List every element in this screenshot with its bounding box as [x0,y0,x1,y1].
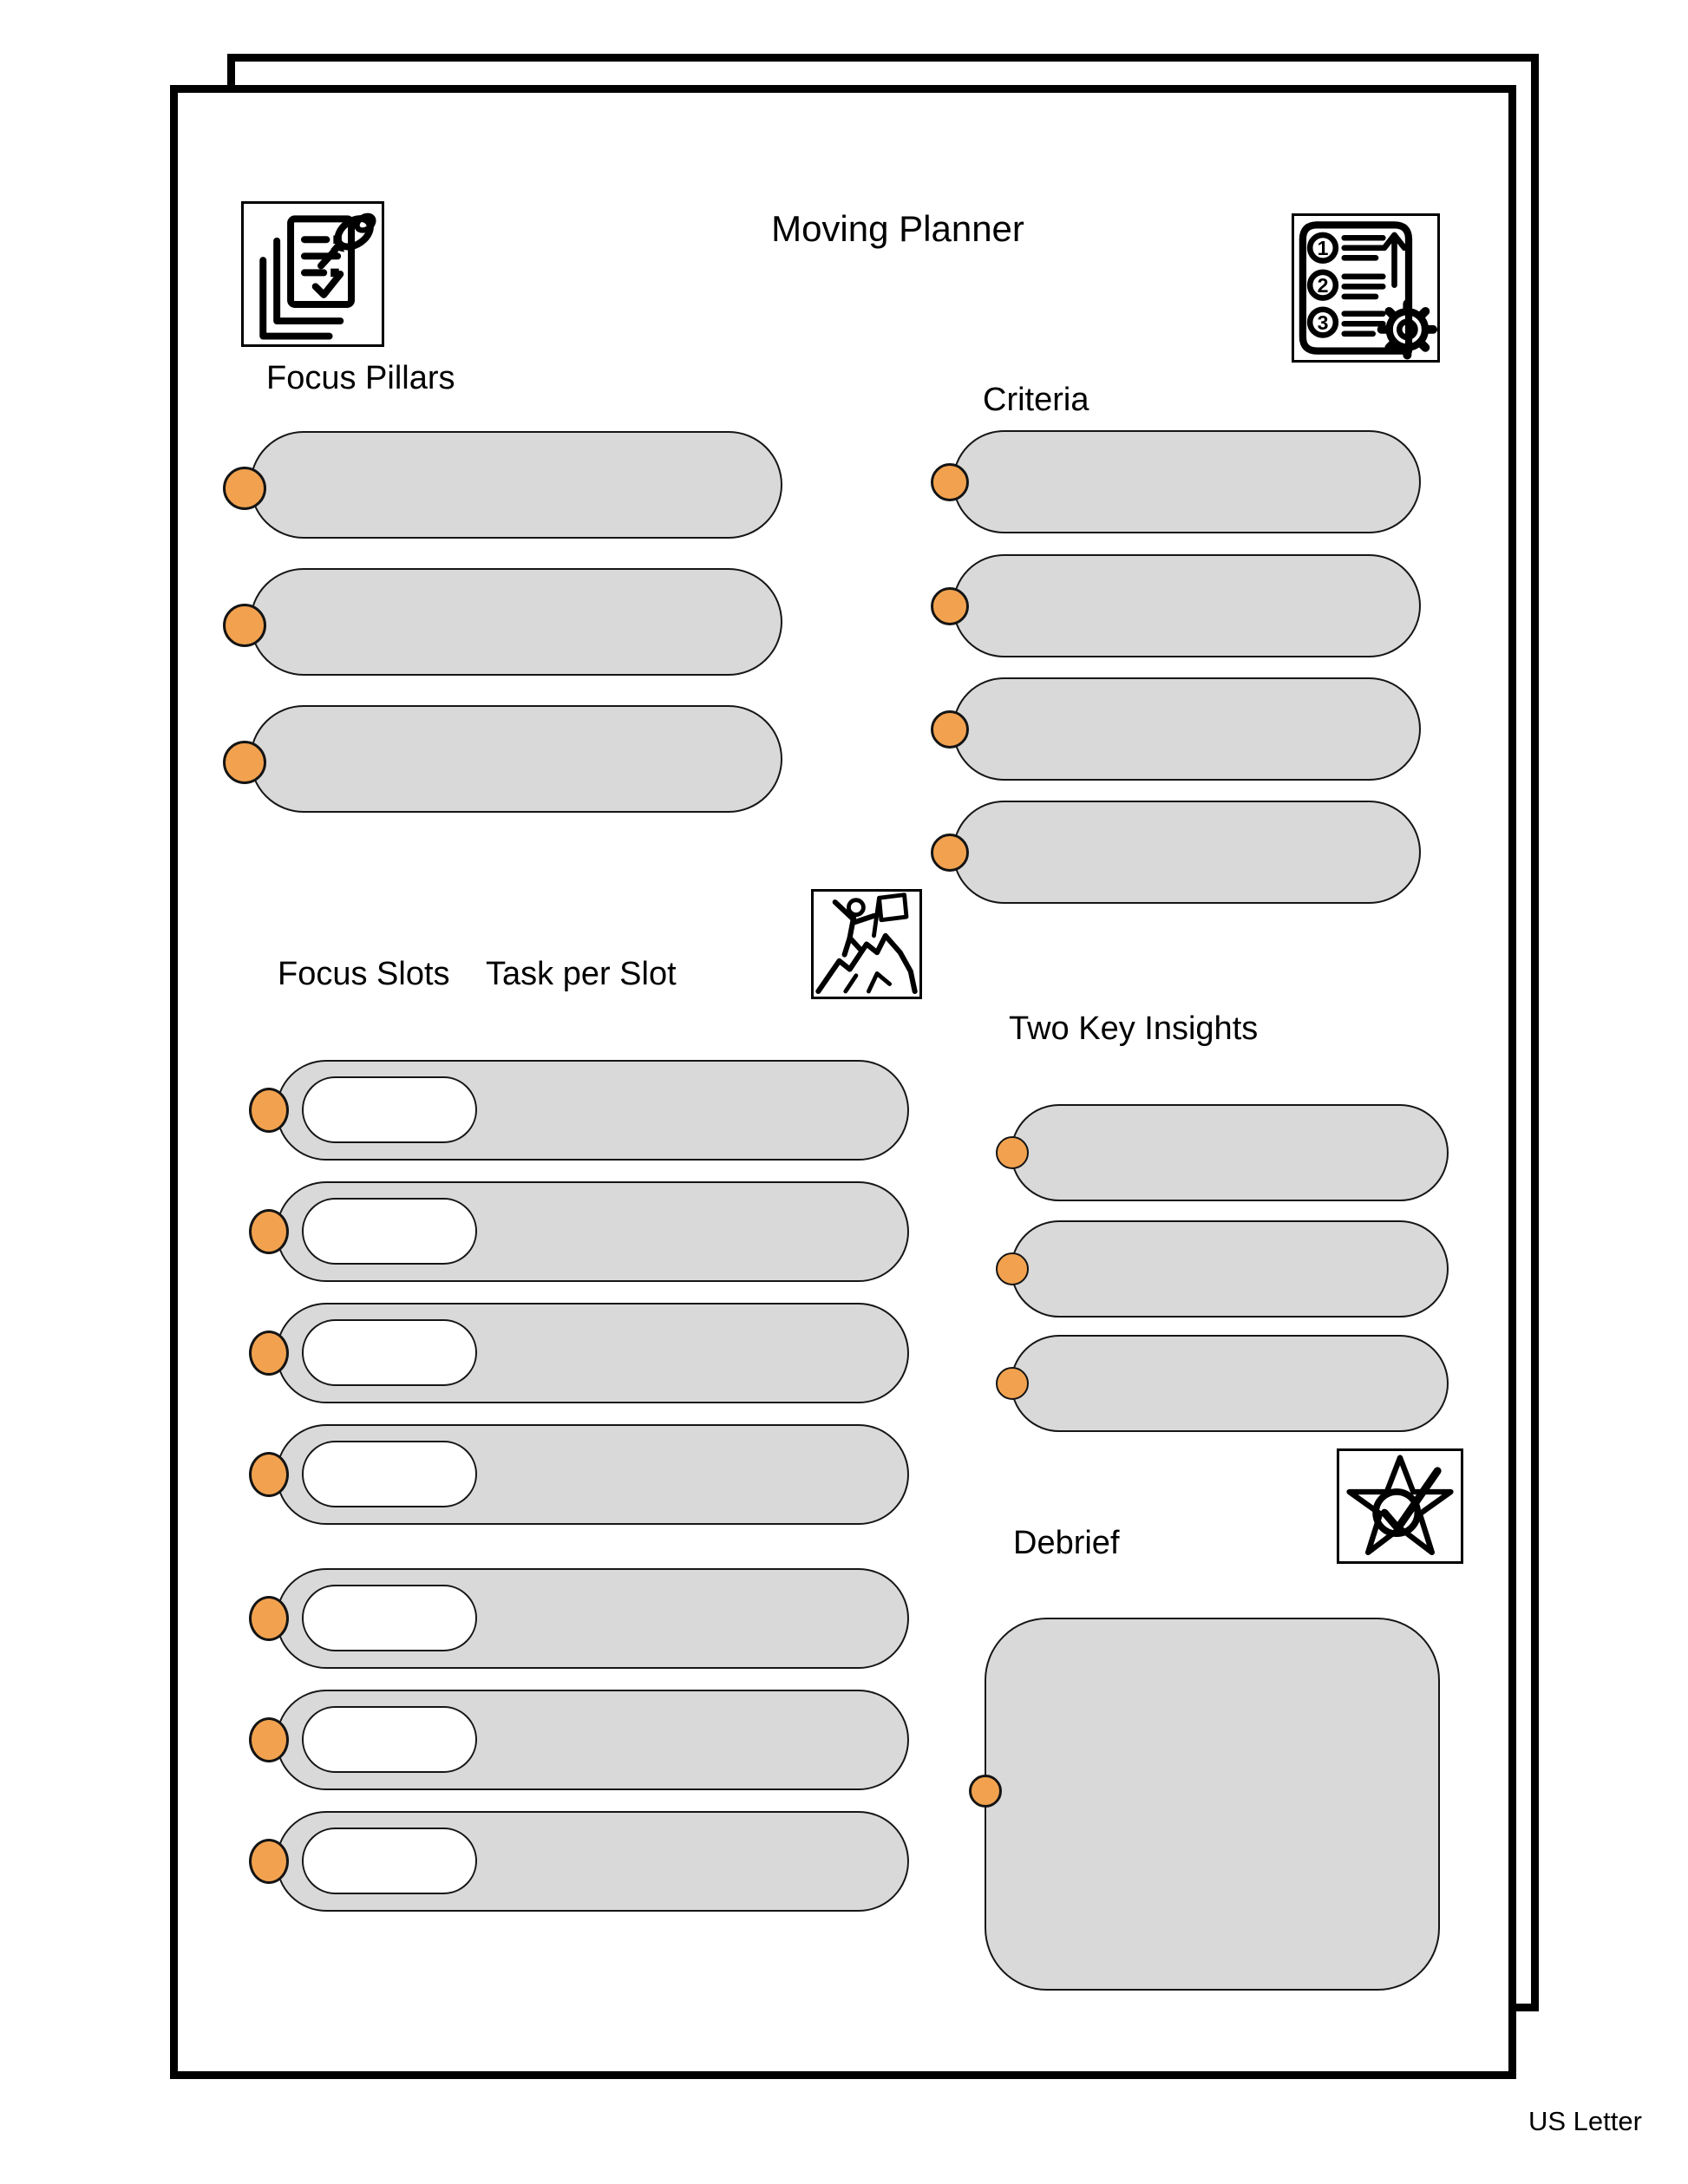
bullet-dot [249,1452,289,1497]
key-insight-field[interactable] [1011,1335,1449,1432]
debrief-field[interactable] [985,1618,1440,1991]
bullet-dot [931,587,969,625]
focus-slot-time-field[interactable] [302,1319,477,1386]
section-label-focus-slots: Focus Slots [278,956,450,992]
numbered-steps-gear-icon [1292,213,1440,363]
bullet-dot [223,741,266,784]
bullet-dot [249,1209,289,1254]
mountain-summit-flag-icon [811,889,922,999]
page-size-label: US Letter [1528,2106,1642,2136]
bullet-dot [969,1775,1002,1808]
bullet-dot [223,604,266,647]
svg-text:3: 3 [1317,311,1329,334]
bullet-dot [249,1596,289,1641]
focus-pillar-field[interactable] [250,431,782,539]
bullet-dot [996,1252,1029,1285]
criteria-field[interactable] [952,677,1421,781]
bullet-dot [931,710,969,749]
focus-pillar-field[interactable] [250,705,782,813]
page-title: Moving Planner [771,208,1024,249]
bullet-dot [249,1717,289,1762]
section-label-debrief: Debrief [1013,1525,1120,1561]
focus-slot-time-field[interactable] [302,1706,477,1773]
column-label-task-per-slot: Task per Slot [486,956,677,992]
svg-text:2: 2 [1317,273,1329,297]
star-check-icon [1337,1448,1463,1564]
bullet-dot [931,463,969,501]
svg-text:1: 1 [1317,237,1329,260]
focus-slot-time-field[interactable] [302,1198,477,1265]
key-insight-field[interactable] [1011,1220,1449,1318]
section-label-two-key-insights: Two Key Insights [1009,1010,1259,1047]
bullet-dot [249,1331,289,1376]
bullet-dot [223,467,266,510]
focus-slot-time-field[interactable] [302,1076,477,1143]
focus-slot-time-field[interactable] [302,1828,477,1894]
bullet-dot [996,1136,1029,1169]
bullet-dot [931,834,969,872]
focus-slot-time-field[interactable] [302,1441,477,1507]
bullet-dot [249,1839,289,1884]
focus-slot-time-field[interactable] [302,1585,477,1651]
bullet-dot [996,1367,1029,1400]
criteria-field[interactable] [952,554,1421,657]
pinned-notes-icon [241,201,384,347]
focus-pillar-field[interactable] [250,568,782,676]
section-label-focus-pillars: Focus Pillars [266,360,455,396]
criteria-field[interactable] [952,801,1421,904]
criteria-field[interactable] [952,430,1421,533]
bullet-dot [249,1088,289,1133]
section-label-criteria: Criteria [983,382,1089,418]
key-insight-field[interactable] [1011,1104,1449,1201]
